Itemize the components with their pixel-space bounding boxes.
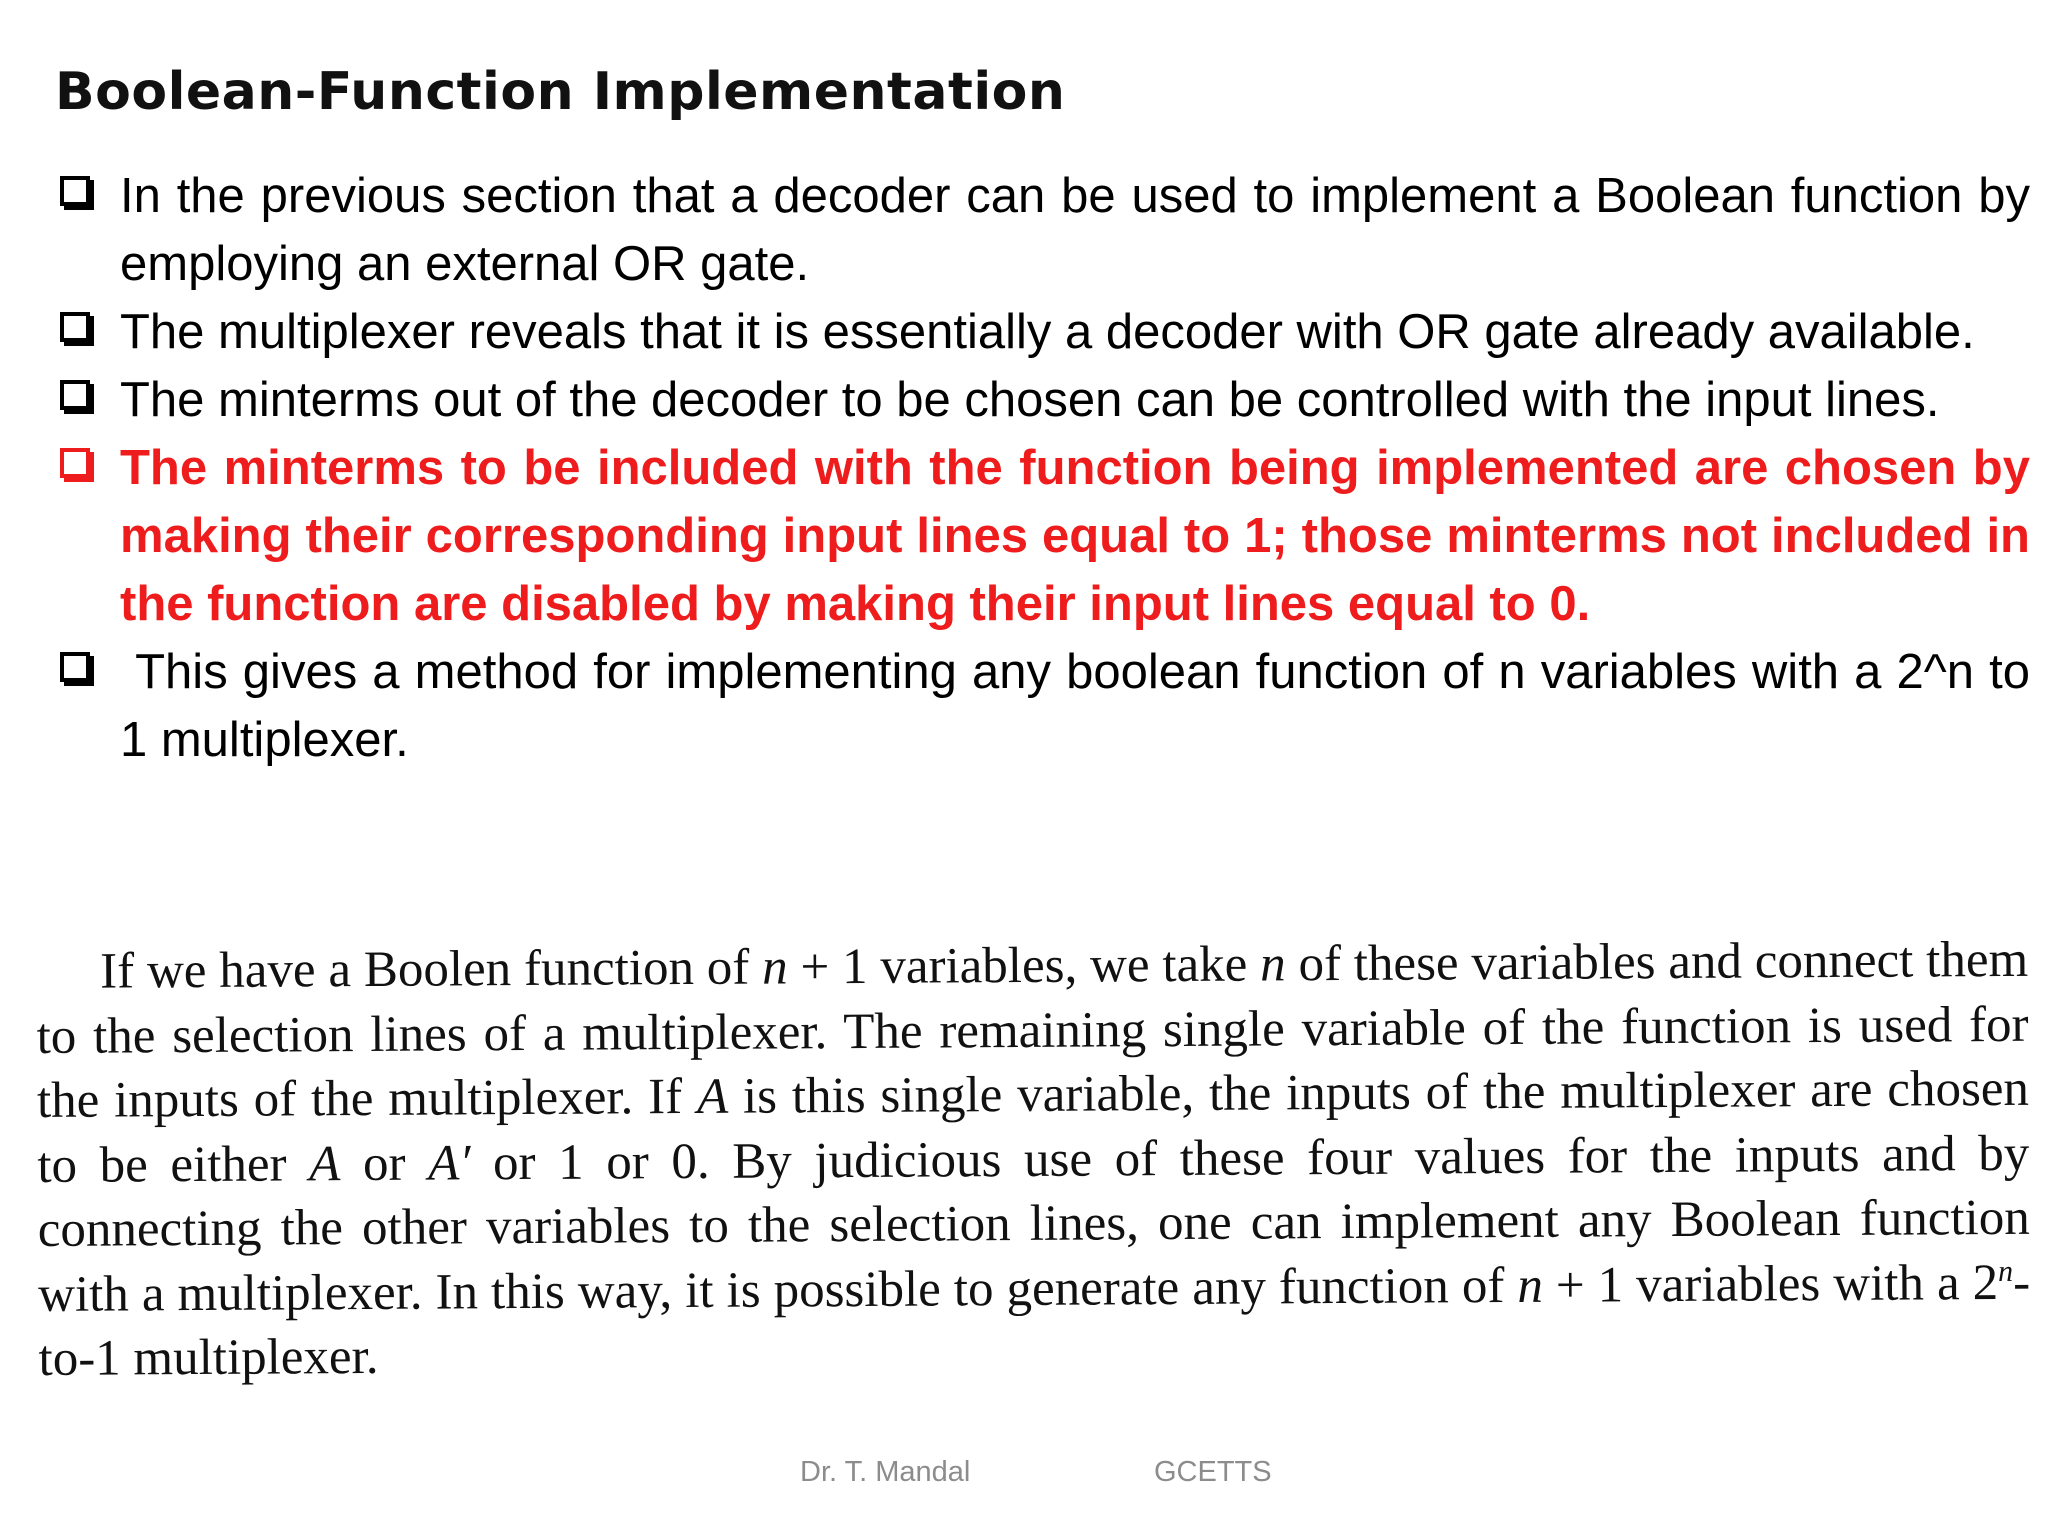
checkbox-icon: [60, 176, 90, 206]
variable-a-prime: A′: [427, 1134, 471, 1192]
exponent-n: [1998, 1254, 2013, 1287]
footer-organization: GCETTS: [1154, 1456, 1272, 1488]
checkbox-icon: [60, 652, 90, 682]
variable-n: n: [761, 939, 788, 996]
variable-a: A: [309, 1135, 341, 1192]
bullet-item: [58, 162, 2030, 298]
variable-a: A: [696, 1068, 729, 1125]
variable-n: n: [1517, 1257, 1544, 1314]
variable-n: n: [1259, 936, 1286, 993]
bullet-item-highlighted: [58, 434, 2030, 638]
checkbox-icon: [60, 448, 90, 478]
bullet-item: [58, 298, 2030, 366]
excerpt-text: If we have a Boolen function of: [100, 939, 763, 1000]
excerpt-text: of these variables and connect them to the selection lines of a multiplexer. The remaining single variable of the function is used for the inputs of the multiplexer. If: [36, 931, 2029, 1129]
excerpt-text: is this single variable, the inputs of the multiplexer are chosen to be either: [37, 1060, 2030, 1194]
bullet-text: The minterms out of the decoder to be chosen can be controlled with the input lines.: [120, 373, 1940, 427]
textbook-excerpt: [36, 928, 2031, 1392]
excerpt-text: or: [340, 1135, 429, 1192]
bullet-item: [58, 638, 2044, 774]
bullet-text: In the previous section that a decoder can be used to implement a Boolean function by employing an external OR gate.: [120, 169, 2030, 291]
checkbox-icon: [60, 380, 90, 410]
checkbox-icon: [60, 312, 90, 342]
variable-n: n: [1997, 1254, 2014, 1288]
excerpt-text: + 1 variables with a 2: [1542, 1254, 1999, 1314]
bullet-text: The minterms to be included with the function being implemented are chosen by making their corresponding input lines equal to 1; those minterms not included in the function are disabled by making their input lines equal to 0.: [120, 441, 2030, 631]
excerpt-text: or 1 or 0. By judicious use of these four values for the inputs and by connecting the other variables to the selection lines, one can implement any Boolean function with a multiplexer. In this way, it is possible to generate any function of: [37, 1125, 2030, 1323]
bullet-text: The multiplexer reveals that it is essentially a decoder with OR gate already available.: [120, 305, 1975, 359]
footer-author: Dr. T. Mandal: [800, 1456, 971, 1488]
bullet-text: This gives a method for implementing any boolean function of n variables with a 2^n to 1 multiplexer.: [120, 645, 2044, 767]
slide-title: Boolean-Function Implementation: [55, 62, 1066, 122]
bullet-list: [58, 162, 2044, 774]
excerpt-text: -to-1 multiplexer.: [38, 1254, 2031, 1387]
excerpt-text: + 1 variables, we take: [787, 936, 1261, 996]
bullet-item: [58, 366, 2030, 434]
